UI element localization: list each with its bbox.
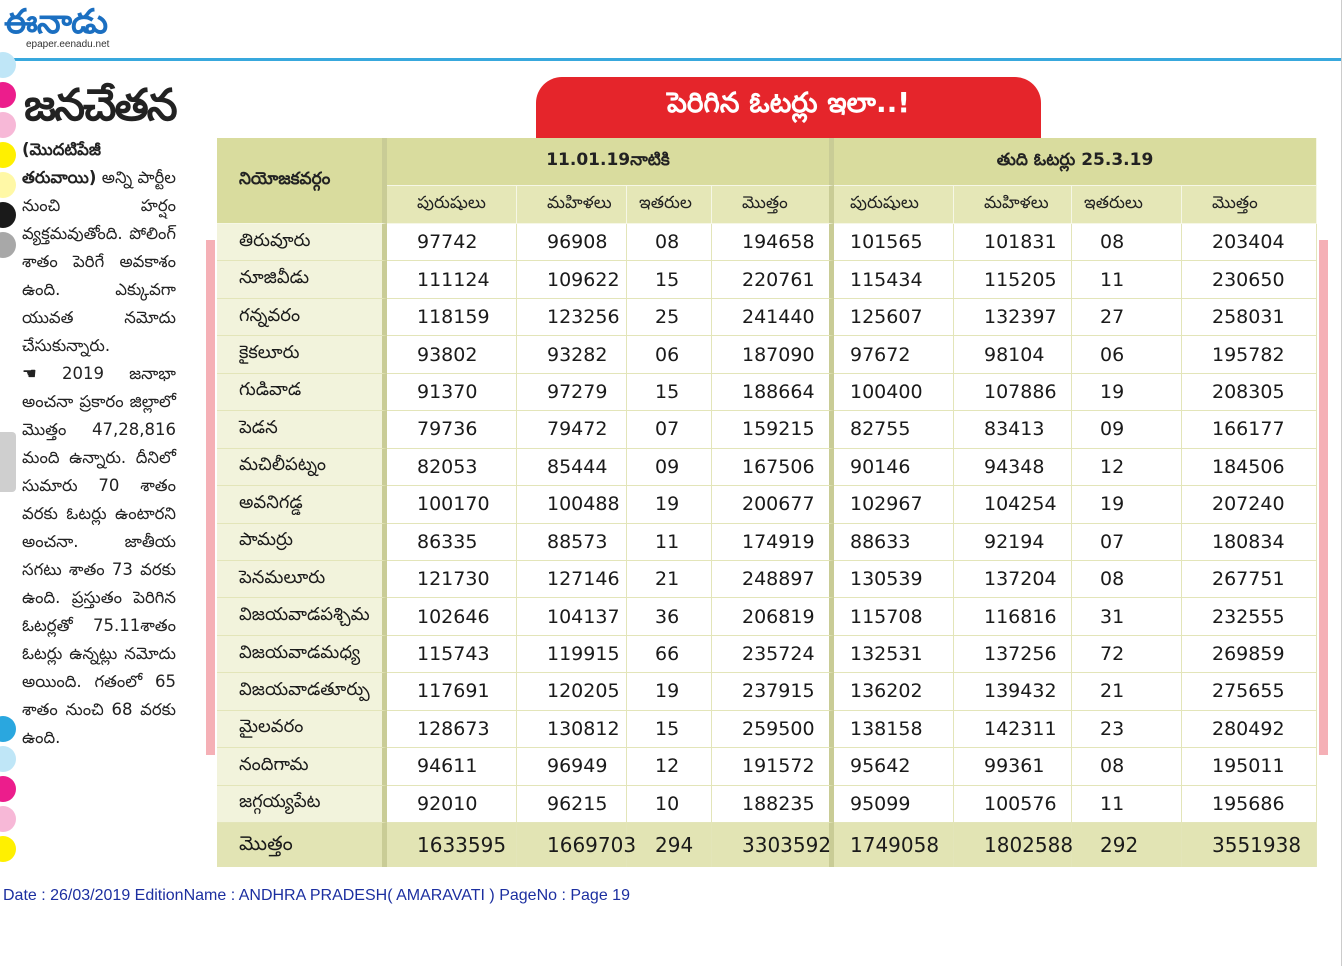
cell-others-2: 72 bbox=[1072, 636, 1182, 673]
cell-women-2: 115205 bbox=[954, 261, 1072, 298]
cell-total-2: 275655 bbox=[1182, 673, 1317, 710]
cell-total-2: 232555 bbox=[1182, 598, 1317, 635]
cell-women-2: 94348 bbox=[954, 449, 1072, 486]
cell-women-2: 92194 bbox=[954, 524, 1072, 561]
cell-others-2: 31 bbox=[1072, 598, 1182, 635]
cell-others-1: 294 bbox=[627, 823, 712, 867]
constituency-name: విజయవాడతూర్పు bbox=[217, 673, 387, 710]
article-body-2 bbox=[20, 360, 180, 752]
cell-total-1: 174919 bbox=[712, 524, 834, 561]
cell-men-1: 128673 bbox=[387, 711, 517, 748]
table-row bbox=[217, 786, 1317, 823]
yellow-dot bbox=[0, 142, 16, 168]
pink-accent-bar-right bbox=[1319, 240, 1328, 755]
cell-men-2: 100400 bbox=[834, 374, 954, 411]
cell-total-2: 180834 bbox=[1182, 524, 1317, 561]
cell-others-2: 19 bbox=[1072, 374, 1182, 411]
cell-women-1: 1669703 bbox=[517, 823, 627, 867]
cell-total-2: 184506 bbox=[1182, 449, 1317, 486]
yellow-dot bbox=[0, 836, 16, 862]
cell-total-2: 195686 bbox=[1182, 786, 1317, 823]
col-header-women-1: మహిళలు bbox=[517, 186, 627, 224]
col-header-total-2: మొత్తం bbox=[1182, 186, 1317, 224]
cell-women-2: 137256 bbox=[954, 636, 1072, 673]
cell-others-2: 08 bbox=[1072, 748, 1182, 785]
cell-others-2: 27 bbox=[1072, 299, 1182, 336]
constituency-name: గన్నవరం bbox=[217, 299, 387, 336]
cell-women-1: 93282 bbox=[517, 336, 627, 373]
cell-women-1: 104137 bbox=[517, 598, 627, 635]
cell-total-2: 203404 bbox=[1182, 224, 1317, 261]
table-row bbox=[217, 524, 1317, 561]
cell-total-1: 259500 bbox=[712, 711, 834, 748]
cell-others-2: 06 bbox=[1072, 336, 1182, 373]
cell-women-1: 88573 bbox=[517, 524, 627, 561]
constituency-name: తిరువూరు bbox=[217, 224, 387, 261]
cell-men-2: 115434 bbox=[834, 261, 954, 298]
cell-men-2: 132531 bbox=[834, 636, 954, 673]
cell-others-2: 12 bbox=[1072, 449, 1182, 486]
cell-others-1: 10 bbox=[627, 786, 712, 823]
article-janachetana bbox=[20, 78, 180, 752]
table-body bbox=[217, 224, 1317, 867]
table-row bbox=[217, 598, 1317, 635]
cell-total-2: 195782 bbox=[1182, 336, 1317, 373]
magenta-dot bbox=[0, 82, 16, 108]
cell-others-2: 07 bbox=[1072, 524, 1182, 561]
table-row bbox=[217, 374, 1317, 411]
table-total-row bbox=[217, 823, 1317, 867]
cell-men-2: 97672 bbox=[834, 336, 954, 373]
constituency-name: అవనిగడ్డ bbox=[217, 486, 387, 523]
cell-total-2: 207240 bbox=[1182, 486, 1317, 523]
cell-women-1: 130812 bbox=[517, 711, 627, 748]
cell-total-1: 235724 bbox=[712, 636, 834, 673]
cell-men-1: 92010 bbox=[387, 786, 517, 823]
cell-others-2: 09 bbox=[1072, 411, 1182, 448]
cell-total-1: 194658 bbox=[712, 224, 834, 261]
cell-total-2: 195011 bbox=[1182, 748, 1317, 785]
col-header-men-1: పురుషులు bbox=[387, 186, 517, 224]
voters-table-container bbox=[217, 138, 1317, 867]
constituency-name: మైలవరం bbox=[217, 711, 387, 748]
table-header-row-1 bbox=[217, 138, 1317, 186]
cell-women-1: 120205 bbox=[517, 673, 627, 710]
cell-men-1: 118159 bbox=[387, 299, 517, 336]
cell-others-1: 06 bbox=[627, 336, 712, 373]
cell-others-1: 19 bbox=[627, 486, 712, 523]
cell-men-2: 125607 bbox=[834, 299, 954, 336]
cell-women-2: 99361 bbox=[954, 748, 1072, 785]
cell-men-2: 101565 bbox=[834, 224, 954, 261]
table-row bbox=[217, 449, 1317, 486]
cell-total-1: 206819 bbox=[712, 598, 834, 635]
cyan-dot bbox=[0, 716, 16, 742]
cell-women-1: 85444 bbox=[517, 449, 627, 486]
constituency-name: పామర్రు bbox=[217, 524, 387, 561]
cell-men-1: 97742 bbox=[387, 224, 517, 261]
cell-men-1: 111124 bbox=[387, 261, 517, 298]
article-body bbox=[20, 136, 180, 360]
cell-men-1: 100170 bbox=[387, 486, 517, 523]
cell-total-1: 237915 bbox=[712, 673, 834, 710]
constituency-name: పెడన bbox=[217, 411, 387, 448]
article-headline: జనచేతన bbox=[24, 80, 176, 131]
grey-block bbox=[0, 432, 16, 492]
cell-men-2: 82755 bbox=[834, 411, 954, 448]
cell-others-1: 19 bbox=[627, 673, 712, 710]
cell-men-2: 1749058 bbox=[834, 823, 954, 867]
magenta-light-dot bbox=[0, 806, 16, 832]
cell-others-1: 12 bbox=[627, 748, 712, 785]
cell-women-1: 119915 bbox=[517, 636, 627, 673]
cell-total-2: 208305 bbox=[1182, 374, 1317, 411]
cell-women-2: 116816 bbox=[954, 598, 1072, 635]
cell-total-1: 188664 bbox=[712, 374, 834, 411]
cell-women-1: 79472 bbox=[517, 411, 627, 448]
constituency-name: జగ్గయ్యపేట bbox=[217, 786, 387, 823]
cell-total-1: 241440 bbox=[712, 299, 834, 336]
cell-men-2: 90146 bbox=[834, 449, 954, 486]
cell-men-2: 115708 bbox=[834, 598, 954, 635]
cell-others-1: 11 bbox=[627, 524, 712, 561]
constituency-name: విజయవాడమధ్య bbox=[217, 636, 387, 673]
voters-table bbox=[217, 138, 1317, 867]
cell-total-2: 280492 bbox=[1182, 711, 1317, 748]
cell-total-1: 200677 bbox=[712, 486, 834, 523]
col-header-women-2: మహిళలు bbox=[954, 186, 1072, 224]
table-row bbox=[217, 748, 1317, 785]
constituency-name: గుడివాడ bbox=[217, 374, 387, 411]
eenadu-logo[interactable] bbox=[2, 2, 137, 52]
cell-total-2: 267751 bbox=[1182, 561, 1317, 598]
cell-others-2: 292 bbox=[1072, 823, 1182, 867]
cell-men-1: 91370 bbox=[387, 374, 517, 411]
col-header-others-2: ఇతరులు bbox=[1072, 186, 1182, 224]
group2-header: తుది ఓటర్లు 25.3.19 bbox=[834, 138, 1317, 186]
constituency-name: నందిగామ bbox=[217, 748, 387, 785]
cell-women-1: 123256 bbox=[517, 299, 627, 336]
cell-others-1: 15 bbox=[627, 261, 712, 298]
cell-men-1: 93802 bbox=[387, 336, 517, 373]
cell-women-1: 96908 bbox=[517, 224, 627, 261]
cell-women-2: 139432 bbox=[954, 673, 1072, 710]
cell-men-1: 117691 bbox=[387, 673, 517, 710]
cell-total-1: 167506 bbox=[712, 449, 834, 486]
cell-total-1: 3303592 bbox=[712, 823, 834, 867]
cell-others-2: 08 bbox=[1072, 224, 1182, 261]
top-rule bbox=[0, 58, 1342, 61]
cyan-light-dot bbox=[0, 746, 16, 772]
cell-others-1: 08 bbox=[627, 224, 712, 261]
cell-total-1: 188235 bbox=[712, 786, 834, 823]
table-banner-title: పెరిగిన ఓటర్లు ఇలా..! bbox=[536, 77, 1041, 139]
col-header-others-1: ఇతరుల bbox=[627, 186, 712, 224]
cell-women-1: 96949 bbox=[517, 748, 627, 785]
table-row bbox=[217, 486, 1317, 523]
constituency-name: పెనమలూరు bbox=[217, 561, 387, 598]
cell-women-1: 109622 bbox=[517, 261, 627, 298]
cell-men-1: 1633595 bbox=[387, 823, 517, 867]
cell-total-1: 191572 bbox=[712, 748, 834, 785]
constituency-name: మొత్తం bbox=[217, 823, 387, 867]
page-footer: Date : 26/03/2019 EditionName : ANDHRA PRADESH( AMARAVATI ) PageNo : Page 19 bbox=[3, 887, 630, 904]
constituency-name: విజయవాడపశ్చిమ bbox=[217, 598, 387, 635]
constituency-name: నూజివీడు bbox=[217, 261, 387, 298]
registration-marks-mid bbox=[0, 432, 18, 496]
cell-others-1: 09 bbox=[627, 449, 712, 486]
table-row bbox=[217, 561, 1317, 598]
logo-text: ఈనాడు bbox=[4, 2, 108, 42]
cell-women-2: 132397 bbox=[954, 299, 1072, 336]
site-url: epaper.eenadu.net bbox=[26, 39, 110, 50]
grey-dot bbox=[0, 232, 16, 258]
constituency-name: కైకలూరు bbox=[217, 336, 387, 373]
cell-total-2: 269859 bbox=[1182, 636, 1317, 673]
cell-others-2: 11 bbox=[1072, 786, 1182, 823]
cell-others-1: 25 bbox=[627, 299, 712, 336]
cell-others-2: 08 bbox=[1072, 561, 1182, 598]
cell-total-1: 159215 bbox=[712, 411, 834, 448]
cell-others-1: 66 bbox=[627, 636, 712, 673]
col-header-total-1: మొత్తం bbox=[712, 186, 834, 224]
cell-women-2: 104254 bbox=[954, 486, 1072, 523]
cell-total-2: 3551938 bbox=[1182, 823, 1317, 867]
black-dot bbox=[0, 202, 16, 228]
cell-others-2: 21 bbox=[1072, 673, 1182, 710]
cell-men-2: 130539 bbox=[834, 561, 954, 598]
cell-women-2: 137204 bbox=[954, 561, 1072, 598]
cell-women-2: 101831 bbox=[954, 224, 1072, 261]
constituency-name: మచిలీపట్నం bbox=[217, 449, 387, 486]
registration-marks-lower bbox=[0, 716, 18, 866]
group1-header: 11.01.19నాటికి bbox=[387, 138, 834, 186]
cell-total-2: 230650 bbox=[1182, 261, 1317, 298]
cell-men-2: 102967 bbox=[834, 486, 954, 523]
cell-total-1: 220761 bbox=[712, 261, 834, 298]
cell-women-2: 107886 bbox=[954, 374, 1072, 411]
cell-men-1: 102646 bbox=[387, 598, 517, 635]
table-row bbox=[217, 673, 1317, 710]
cell-men-2: 138158 bbox=[834, 711, 954, 748]
registration-marks bbox=[0, 52, 18, 262]
cell-others-2: 11 bbox=[1072, 261, 1182, 298]
cell-total-2: 258031 bbox=[1182, 299, 1317, 336]
table-row bbox=[217, 224, 1317, 261]
magenta-dot bbox=[0, 776, 16, 802]
cell-women-2: 142311 bbox=[954, 711, 1072, 748]
cell-total-1: 187090 bbox=[712, 336, 834, 373]
cell-others-1: 21 bbox=[627, 561, 712, 598]
cell-total-1: 248897 bbox=[712, 561, 834, 598]
cell-women-2: 1802588 bbox=[954, 823, 1072, 867]
constituency-header: నియోజకవర్గం bbox=[217, 138, 387, 224]
magenta-light-dot bbox=[0, 112, 16, 138]
table-row bbox=[217, 299, 1317, 336]
cell-men-2: 136202 bbox=[834, 673, 954, 710]
cell-women-1: 100488 bbox=[517, 486, 627, 523]
cell-others-2: 23 bbox=[1072, 711, 1182, 748]
table-row bbox=[217, 711, 1317, 748]
article-paragraph-2: 2019 జనాభా అంచనా ప్రకారం జిల్లాలో మొత్తం 47,28,816 మంది ఉన్నారు. దీనిలో సుమారు 70 శాతం వరకు ఓటర్లు ఉంటారని అంచనా. జాతీయ సగటు శాతం 73 వరకు ఉంది. ప్రస్తుతం పెరిగిన ఓటర్లతో 75.11శాతం ఓటర్లు ఉన్నట్లు నమోదు అయింది. గతంలో 65 శాతం నుంచి 68 వరకు ఉంది. bbox=[22, 364, 176, 747]
cell-total-2: 166177 bbox=[1182, 411, 1317, 448]
cell-others-1: 15 bbox=[627, 374, 712, 411]
cell-women-1: 97279 bbox=[517, 374, 627, 411]
cell-others-2: 19 bbox=[1072, 486, 1182, 523]
cell-women-1: 96215 bbox=[517, 786, 627, 823]
table-row bbox=[217, 636, 1317, 673]
cell-men-2: 95642 bbox=[834, 748, 954, 785]
cyan-light-dot bbox=[0, 52, 16, 78]
cell-others-1: 07 bbox=[627, 411, 712, 448]
cell-men-2: 88633 bbox=[834, 524, 954, 561]
cell-men-1: 82053 bbox=[387, 449, 517, 486]
cell-men-1: 121730 bbox=[387, 561, 517, 598]
table-row bbox=[217, 261, 1317, 298]
article-paragraph-1: అన్ని పార్టీల నుంచి హర్షం వ్యక్తమవుతోంది. పోలింగ్ శాతం పెరిగే అవకాశం ఉంది. ఎక్కువగా యువత నమోదు చేసుకున్నారు. bbox=[22, 168, 177, 355]
cell-men-1: 115743 bbox=[387, 636, 517, 673]
table-row bbox=[217, 411, 1317, 448]
cell-men-2: 95099 bbox=[834, 786, 954, 823]
cell-men-1: 79736 bbox=[387, 411, 517, 448]
cell-women-1: 127146 bbox=[517, 561, 627, 598]
cell-men-1: 94611 bbox=[387, 748, 517, 785]
article-lead: (మొదటిపేజీ తరువాయి) bbox=[22, 140, 101, 187]
pink-accent-bar-left bbox=[206, 240, 215, 755]
cell-men-1: 86335 bbox=[387, 524, 517, 561]
cell-others-1: 15 bbox=[627, 711, 712, 748]
cell-women-2: 98104 bbox=[954, 336, 1072, 373]
table-row bbox=[217, 336, 1317, 373]
pointing-hand-icon: ☚ bbox=[22, 364, 37, 383]
cell-others-1: 36 bbox=[627, 598, 712, 635]
cell-women-2: 83413 bbox=[954, 411, 1072, 448]
cell-women-2: 100576 bbox=[954, 786, 1072, 823]
yellow-light-dot bbox=[0, 172, 16, 198]
col-header-men-2: పురుషులు bbox=[834, 186, 954, 224]
